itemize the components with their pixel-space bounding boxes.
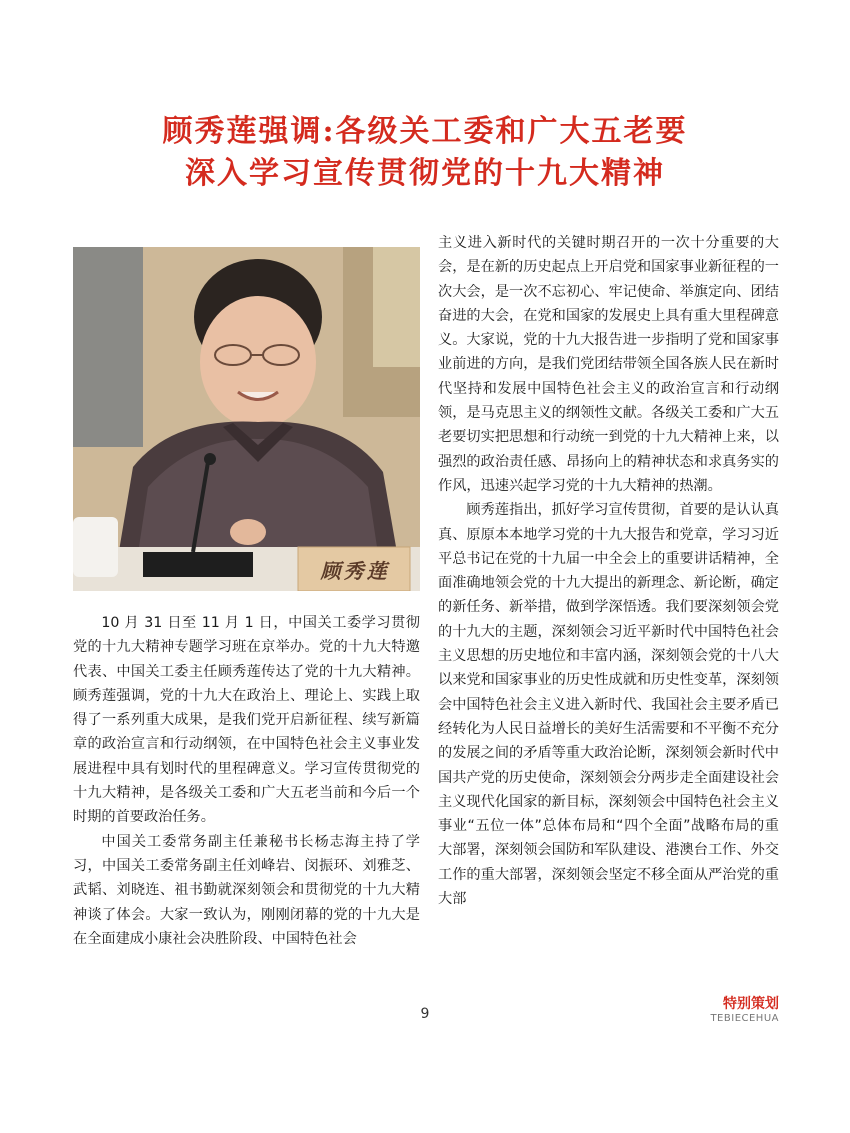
section-tag-chinese: 特别策划 [723,996,779,1012]
article-photo [73,247,420,591]
right-paragraph-1: 主义进入新时代的关键时期召开的一次十分重要的大会，是在新的历史起点上开启党和国家事业新征程的一次大会，是一次不忘初心、牢记使命、举旗定向、团结奋进的大会，在党和国家的发展史上具有重大里程碑意义。大家说，党的十九大报告进一步指明了党和国家事业前进的方向，是我们党团结带领全国各族人民在新时代坚持和发展中国特色社会主义的政治宣言和行动纲领，是马克思主义的纲领性文献。各级关工委和广大五老要切实把思想和行动统一到党的十九大精神上来，以强烈的政治责任感、昂扬向上的精神状态和求真务实的作风，迅速兴起学习党的十九大精神的热潮。 [438,235,779,494]
nameplate-text: 顾秀莲 [320,559,390,583]
page-number: 9 [420,1006,430,1022]
article-title-line-1: 顾秀莲强调:各级关工委和广大五老要 [162,114,688,149]
section-tag-pinyin: TEBIECEHUA [710,1013,779,1024]
left-paragraph-1: 10 月 31 日至 11 月 1 日，中国关工委学习贯彻党的十九大精神专题学习班在京举办。党的十九大特邀代表、中国关工委主任顾秀莲传达了党的十九大精神。顾秀莲强调，党的十九大在政治上、理论上、实践上取得了一系列重大成果，是我们党开启新征程、续写新篇章的政治宣言和行动纲领，在中国特色社会主义事业发展进程中具有划时代的里程碑意义。学习宣传贯彻党的十九大精神，是各级关工委和广大五老当前和今后一个时期的首要政治任务。 [73,615,420,826]
right-column [438,231,779,911]
right-paragraph-2: 顾秀莲指出，抓好学习宣传贯彻，首要的是认认真真、原原本本地学习党的十九大报告和党章，学习习近平总书记在党的十九届一中全会上的重要讲话精神，全面准确地领会党的十九大提出的新理念、新论断，确定的新任务、新举措，做到学深悟透。我们要深刻领会党的十九大的主题，深刻领会习近平新时代中国特色社会主义思想的历史地位和丰富内涵，深刻领会党的十八大以来党和国家事业的历史性成就和历史性变革，深刻领会中国特色社会主义进入新时代、我国社会主要矛盾已经转化为人民日益增长的美好生活需要和不平衡不充分的发展之间的矛盾等重大政治论断，深刻领会新时代中国共产党的历史使命，深刻领会分两步走全面建设社会主义现代化国家的新目标，深刻领会中国特色社会主义事业“五位一体”总体布局和“四个全面”战略布局的重大部署，深刻领会国防和军队建设、港澳台工作、外交工作的重大部署，深刻领会坚定不移全面从严治党的重大部 [438,502,779,908]
left-paragraph-2: 中国关工委常务副主任兼秘书长杨志海主持了学习，中国关工委常务副主任刘峰岩、闵振环、刘雅芝、武韬、刘晓连、祖书勤就深刻领会和贯彻党的十九大精神谈了体会。大家一致认为，刚刚闭幕的党的十九大是在全面建成小康社会决胜阶段、中国特色社会 [73,833,420,947]
article-title-line-2: 深入学习宣传贯彻党的十九大精神 [185,156,665,191]
section-tag [710,993,779,1024]
left-column [73,611,420,951]
